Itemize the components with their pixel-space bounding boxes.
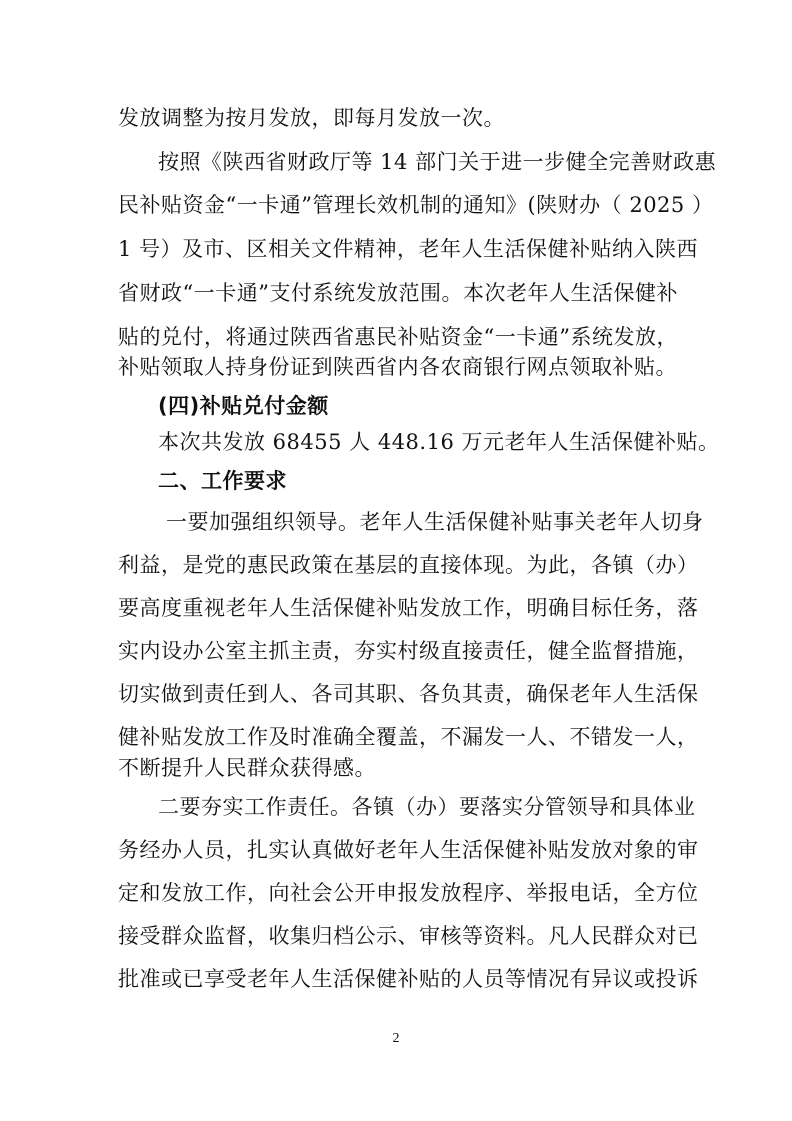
- section-heading: 二、工作要求: [158, 469, 287, 493]
- body-line: 实内设办公室主抓主责，夯实村级直接责任，健全监督措施，: [118, 639, 699, 663]
- body-line: 务经办人员，扎实认真做好老年人生活保健补贴发放对象的审: [118, 838, 699, 862]
- page-number: 2: [392, 1031, 400, 1046]
- body-line: 发放调整为按月发放，即每月发放一次。: [118, 106, 505, 130]
- body-line: 接受群众监督，收集归档公示、审核等资料。凡人民群众对已: [118, 924, 699, 948]
- body-line: 定和发放工作，向社会公开申报发放程序、举报电话，全方位: [118, 881, 699, 905]
- body-line: 补贴领取人持身份证到陕西省内各农商银行网点领取补贴。: [118, 355, 677, 379]
- body-line: 利益，是党的惠民政策在基层的直接体现。为此，各镇（办）: [118, 553, 699, 577]
- section-heading: (四)补贴兑付金额: [158, 394, 329, 418]
- body-line: 健补贴发放工作及时准确全覆盖，不漏发一人、不错发一人，: [118, 725, 699, 749]
- body-line: 民补贴资金“一卡通”管理长效机制的通知》(陕财办（ 2025 ）: [118, 193, 714, 217]
- body-line: 不断提升人民群众获得感。: [118, 756, 376, 780]
- body-line: 贴的兑付，将通过陕西省惠民补贴资金“一卡通”系统发放，: [118, 325, 678, 349]
- body-line: 本次共发放 68455 人 448.16 万元老年人生活保健补贴。: [158, 430, 720, 454]
- body-line: 要高度重视老年人生活保健补贴发放工作，明确目标任务，落: [118, 596, 699, 620]
- body-line: 省财政“一卡通”支付系统发放范围。本次老年人生活保健补: [118, 281, 678, 305]
- body-line: 1 号）及市、区相关文件精神，老年人生活保健补贴纳入陕西: [118, 237, 699, 261]
- body-line: 二要夯实工作责任。各镇（办）要落实分管领导和具体业: [158, 795, 696, 819]
- body-line: 批准或已享受老年人生活保健补贴的人员等情况有异议或投诉: [118, 967, 699, 991]
- body-line: 按照《陕西省财政厅等 14 部门关于进一步健全完善财政惠: [158, 150, 717, 174]
- body-line: 切实做到责任到人、各司其职、各负其责，确保老年人生活保: [118, 682, 699, 706]
- body-line: 一要加强组织领导。老年人生活保健补贴事关老年人切身: [166, 510, 704, 534]
